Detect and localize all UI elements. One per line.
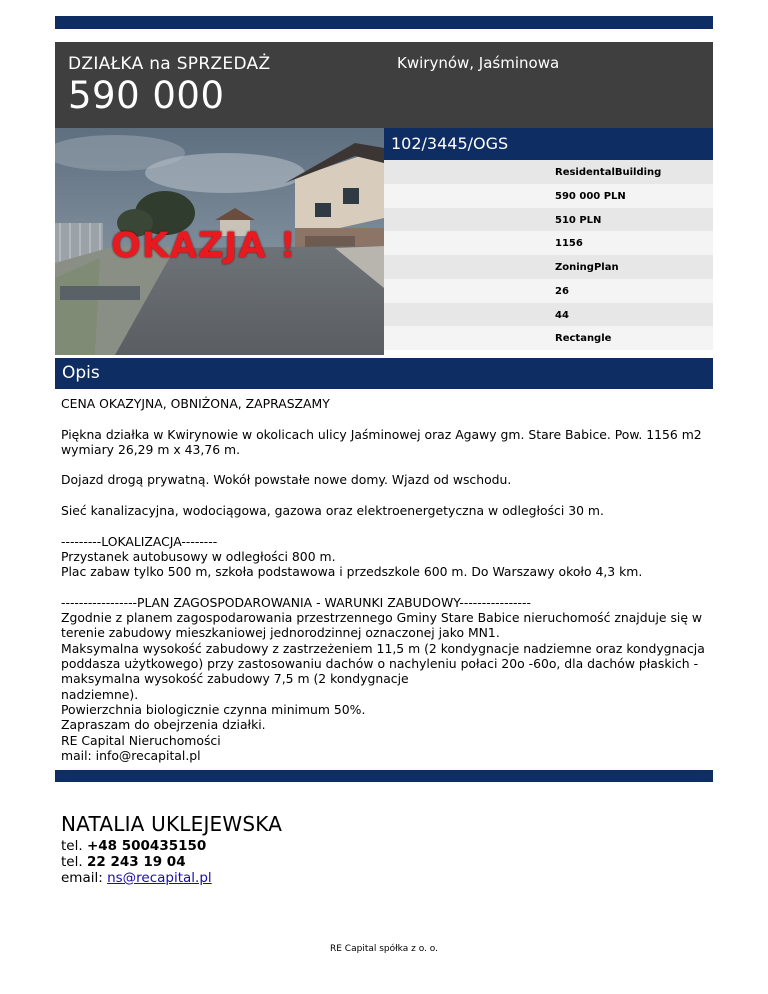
- property-value: 1156: [555, 238, 583, 250]
- description-paragraph: -----------------PLAN ZAGOSPODAROWANIA - WARUNKI ZABUDOWY---------------- Zgodnie z planem zagospodarowania przestrzennego Gminy Stare Babice nieruchomość znajduje się w terenie zabudowy mieszkaniowej jednorodzinnej oznaczonej jako MN1. Maksymalna wysokość zabudowy z zastrzeżeniem 11,5 m (2 kondygnacje nadziemne oraz kondygnacja poddasza użytkowego) przy zastosowaniu dachów o nachyleniu połaci 20o -60o, dla dachów płaskich - maksymalna wysokość zabudowy 7,5 m (2 kondygnacje nadziemne). Powierzchnia biologicznie czynna minimum 50%. Zapraszam do obejrzenia działki. RE Capital Nieruchomości mail: info@recapital.pl: [61, 594, 705, 763]
- separator-band: [55, 770, 713, 782]
- tel-label: tel.: [61, 854, 83, 870]
- agent-contact: [61, 812, 661, 886]
- property-photo: [55, 128, 384, 355]
- property-row: [384, 303, 713, 327]
- top-decorative-band: [55, 16, 713, 29]
- email-label: email:: [61, 870, 103, 886]
- property-row: [384, 231, 713, 255]
- listing-reference: 102/3445/OGS: [391, 134, 509, 153]
- listing-location: Kwirynów, Jaśminowa: [397, 54, 560, 72]
- agent-phone-line: [61, 854, 661, 870]
- description-paragraph: CENA OKAZYJNA, OBNIŻONA, ZAPRASZAMY: [61, 396, 330, 411]
- property-value: ResidentalBuilding: [555, 167, 662, 178]
- property-row: [384, 255, 713, 279]
- property-value: 26: [555, 285, 569, 297]
- listing-header: [55, 42, 713, 128]
- property-value: 590 000 PLN: [555, 190, 626, 202]
- property-row: [384, 160, 713, 184]
- description-paragraph: ---------LOKALIZACJA-------- Przystanek autobusowy w odległości 800 m. Plac zabaw tylko 500 m, szkoła podstawowa i przedszkole 600 m. Do Warszawy około 4,3 km.: [61, 533, 643, 580]
- reference-bar: [384, 128, 713, 160]
- property-details: [384, 160, 713, 350]
- okazja-overlay: OKAZJA !: [111, 226, 297, 266]
- agent-landline: 22 243 19 04: [86, 854, 186, 870]
- property-value: 44: [555, 309, 569, 321]
- listing-price: 590 000: [68, 74, 225, 117]
- description-paragraph: Sieć kanalizacyjna, wodociągowa, gazowa oraz elektroenergetyczna w odległości 30 m.: [61, 503, 604, 519]
- company-footer: RE Capital spółka z o. o.: [330, 944, 438, 954]
- description-paragraph: Dojazd drogą prywatną. Wokół powstałe nowe domy. Wjazd od wschodu.: [61, 472, 512, 488]
- property-row: [384, 326, 713, 350]
- property-row: [384, 279, 713, 303]
- description-body: [61, 396, 711, 763]
- agent-email-line: [61, 870, 661, 886]
- tel-label: tel.: [61, 838, 83, 854]
- agent-name: NATALIA UKLEJEWSKA: [61, 812, 283, 836]
- property-value: 510 PLN: [555, 214, 602, 226]
- agent-phone-line: [61, 838, 661, 854]
- description-heading: Opis: [62, 363, 100, 383]
- agent-mobile: +48 500435150: [86, 838, 207, 854]
- property-row: [384, 208, 713, 232]
- agent-email-link[interactable]: ns@recapital.pl: [107, 870, 212, 886]
- description-paragraph: Piękna działka w Kwirynowie w okolicach ulicy Jaśminowej oraz Agawy gm. Stare Babice. Pow. 1156 m2 wymiary 26,29 m x 43,76 m.: [61, 426, 702, 457]
- property-value: ZoningPlan: [555, 262, 619, 273]
- description-heading-bar: [55, 358, 713, 389]
- listing-type: DZIAŁKA na SPRZEDAŻ: [68, 54, 271, 74]
- property-value: Rectangle: [555, 333, 612, 345]
- property-row: [384, 184, 713, 208]
